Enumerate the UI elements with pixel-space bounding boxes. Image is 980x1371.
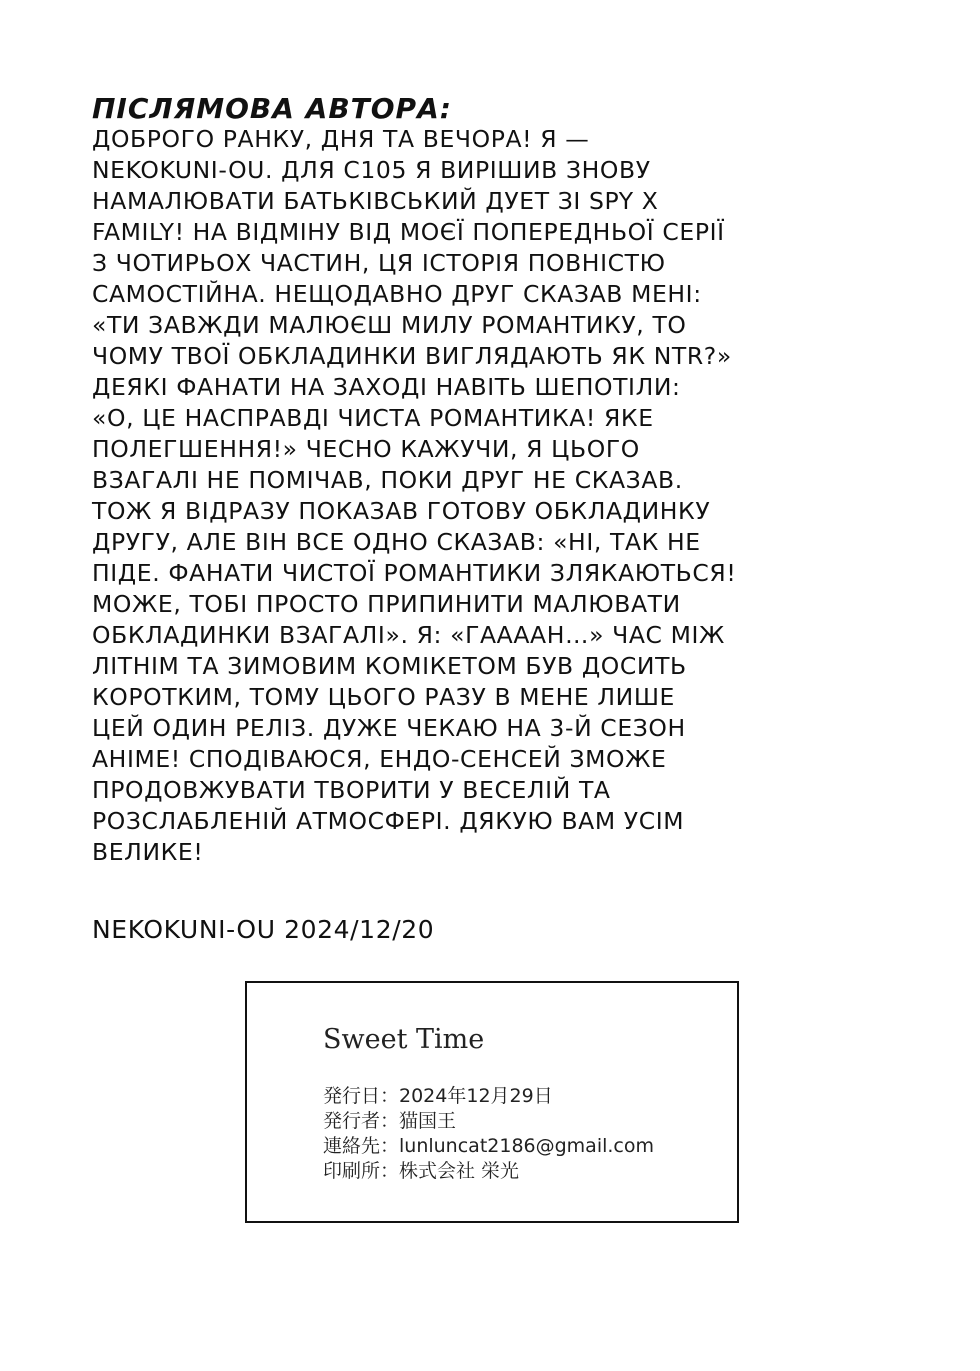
afterword-line: ВЗАГАЛІ НЕ ПОМІЧАВ, ПОКИ ДРУГ НЕ СКАЗАВ. [92, 466, 683, 494]
afterword-body [92, 124, 792, 868]
colophon-publish-date: 発行日：2024年12月29日 [323, 1085, 553, 1107]
afterword-line: ЧОМУ ТВОЇ ОБКЛАДИНКИ ВИГЛЯДАЮТЬ ЯК NTR?» [92, 342, 732, 370]
afterword-line: ВЕЛИКЕ! [92, 838, 204, 866]
afterword-line: ЛІТНІМ ТА ЗИМОВИМ КОМІКЕТОМ БУВ ДОСИТЬ [92, 652, 687, 680]
afterword-line: РОЗСЛАБЛЕНІЙ АТМОСФЕРІ. ДЯКУЮ ВАМ УСІМ [92, 807, 685, 835]
afterword-line: ЦЕЙ ОДИН РЕЛІЗ. ДУЖЕ ЧЕКАЮ НА 3-Й СЕЗОН [92, 714, 686, 742]
colophon-box [245, 981, 739, 1223]
afterword-line: САМОСТІЙНА. НЕЩОДАВНО ДРУГ СКАЗАВ МЕНІ: [92, 280, 702, 308]
afterword-section [92, 93, 792, 868]
colophon-details [323, 1084, 654, 1184]
afterword-line: МОЖЕ, ТОБІ ПРОСТО ПРИПИНИТИ МАЛЮВАТИ [92, 590, 681, 618]
colophon-publisher: 発行者：猫国王 [323, 1110, 457, 1132]
afterword-line: NEKOKUNI-OU. ДЛЯ C105 Я ВИРІШИВ ЗНОВУ [92, 156, 651, 184]
afterword-line: «ТИ ЗАВЖДИ МАЛЮЄШ МИЛУ РОМАНТИКУ, ТО [92, 311, 687, 339]
afterword-line: КОРОТКИМ, ТОМУ ЦЬОГО РАЗУ В МЕНЕ ЛИШЕ [92, 683, 675, 711]
afterword-line: ОБКЛАДИНКИ ВЗАГАЛІ». Я: «ГААААН…» ЧАС МІЖ [92, 621, 725, 649]
afterword-line: «О, ЦЕ НАСПРАВДІ ЧИСТА РОМАНТИКА! ЯКЕ [92, 404, 654, 432]
afterword-line: НАМАЛЮВАТИ БАТЬКІВСЬКИЙ ДУЕТ ЗІ SPY X [92, 187, 659, 215]
afterword-line: ДОБРОГО РАНКУ, ДНЯ ТА ВЕЧОРА! Я — [92, 125, 590, 153]
afterword-title: ПІСЛЯМОВА АВТОРА: [92, 92, 452, 125]
afterword-line: АНІМЕ! СПОДІВАЮСЯ, ЕНДО-СЕНСЕЙ ЗМОЖЕ [92, 745, 667, 773]
afterword-line: ПОЛЕГШЕННЯ!» ЧЕСНО КАЖУЧИ, Я ЦЬОГО [92, 435, 640, 463]
author-signature: NEKOKUNI-OU 2024/12/20 [92, 915, 435, 944]
afterword-line: ПРОДОВЖУВАТИ ТВОРИТИ У ВЕСЕЛІЙ ТА [92, 776, 611, 804]
colophon-title: Sweet Time [323, 1024, 485, 1055]
afterword-line: ДЕЯКІ ФАНАТИ НА ЗАХОДІ НАВІТЬ ШЕПОТІЛИ: [92, 373, 681, 401]
colophon-contact: 連絡先：lunluncat2186@gmail.com [323, 1135, 655, 1157]
afterword-line: ДРУГУ, АЛЕ ВІН ВСЕ ОДНО СКАЗАВ: «НІ, ТАК НЕ [92, 528, 701, 556]
colophon-printer: 印刷所：株式会社 栄光 [323, 1160, 520, 1182]
afterword-line: ПІДЕ. ФАНАТИ ЧИСТОЇ РОМАНТИКИ ЗЛЯКАЮТЬСЯ! [92, 559, 737, 587]
afterword-line: З ЧОТИРЬОХ ЧАСТИН, ЦЯ ІСТОРІЯ ПОВНІСТЮ [92, 249, 666, 277]
afterword-line: FAMILY! НА ВІДМІНУ ВІД МОЄЇ ПОПЕРЕДНЬОЇ СЕРІЇ [92, 218, 725, 246]
afterword-line: ТОЖ Я ВІДРАЗУ ПОКАЗАВ ГОТОВУ ОБКЛАДИНКУ [92, 497, 711, 525]
